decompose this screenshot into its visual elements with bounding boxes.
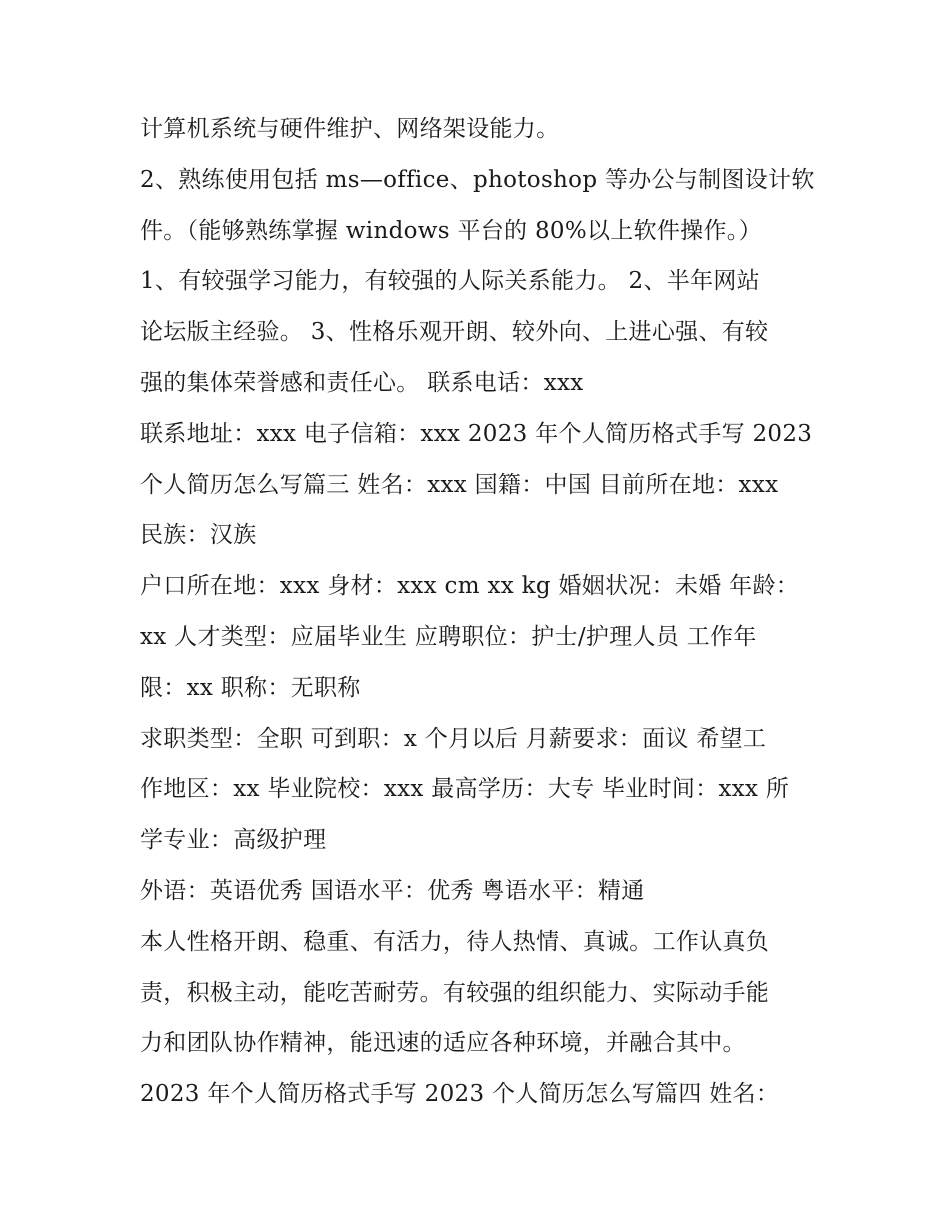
text-line: xx 人才类型：应届毕业生 应聘职位：护士/护理人员 工作年	[140, 623, 757, 650]
document-body	[140, 104, 820, 1120]
text-line: 1、有较强学习能力，有较强的人际关系能力。 2、半年网站	[140, 268, 760, 295]
text-line: 责，积极主动，能吃苦耐劳。有较强的组织能力、实际动手能	[140, 979, 770, 1006]
text-line: 力和团队协作精神，能迅速的适应各种环境，并融合其中。	[140, 1030, 746, 1057]
text-line: 外语：英语优秀 国语水平：优秀 粤语水平：精通	[140, 877, 645, 904]
text-line: 民族：汉族	[140, 522, 257, 549]
text-line: 户口所在地：xxx 身材：xxx cm xx kg 婚姻状况：未婚 年龄：	[140, 573, 800, 600]
text-line: 个人简历怎么写篇三 姓名：xxx 国籍：中国 目前所在地：xxx	[140, 471, 779, 498]
text-line: 计算机系统与硬件维护、网络架设能力。	[140, 116, 560, 142]
text-line: 2023 年个人简历格式手写 2023 个人简历怎么写篇四 姓名：	[140, 1081, 780, 1108]
text-line: 限：xx 职称：无职称	[140, 674, 361, 701]
text-line: 强的集体荣誉感和责任心。 联系电话：xxx	[140, 369, 584, 396]
text-line: 件。（能够熟练掌握 windows 平台的 80%以上软件操作。）	[140, 217, 762, 244]
text-line: 2、熟练使用包括 ms—office、photoshop 等办公与制图设计软	[140, 166, 815, 193]
text-line: 论坛版主经验。 3、性格乐观开朗、较外向、上进心强、有较	[140, 319, 769, 346]
text-line: 求职类型：全职 可到职：x 个月以后 月薪要求：面议 希望工	[140, 725, 767, 752]
text-line: 本人性格开朗、稳重、有活力，待人热情、真诚。工作认真负	[140, 928, 770, 955]
text-line: 学专业：高级护理	[140, 827, 327, 854]
text-line: 作地区：xx 毕业院校：xxx 最高学历：大专 毕业时间：xxx 所	[140, 776, 790, 803]
text-line: 联系地址：xxx 电子信箱：xxx 2023 年个人简历格式手写 2023	[140, 420, 813, 447]
